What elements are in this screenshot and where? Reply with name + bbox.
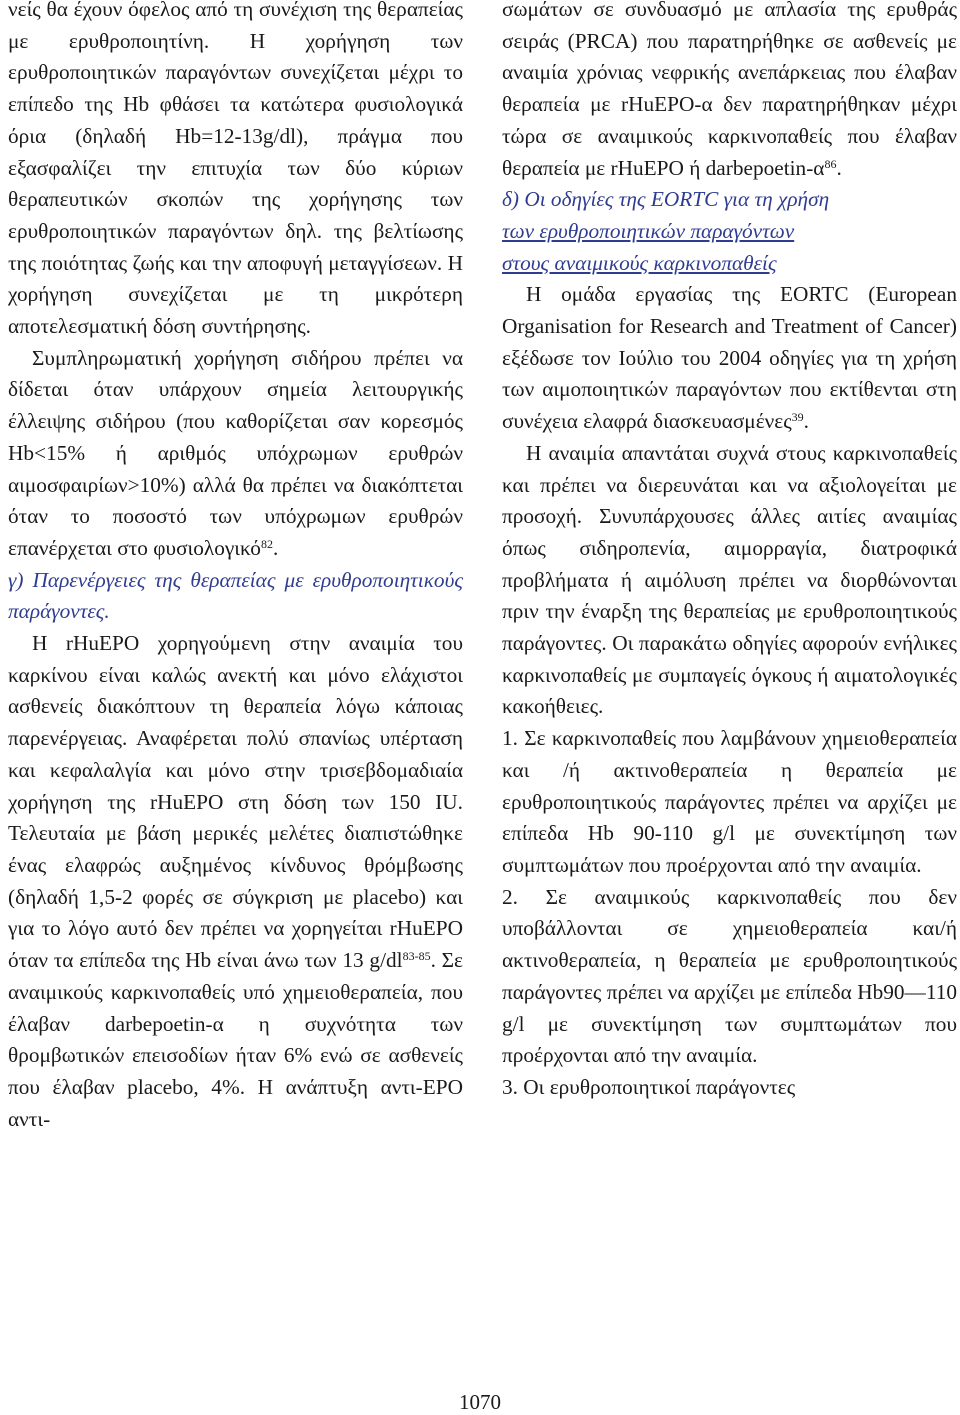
right-paragraph-1: [502, 0, 957, 184]
left-paragraph-side-effects-text: Η rHuEPO χορηγούμενη στην αναιμία του καρκίνου είναι καλώς ανεκτή και μόνο ελάχιστοι ασθενείς διακόπτουν τη θεραπεία λόγω κάποιας παρενέργειας. Αναφέρεται πολύ σπανίως υπέρταση και κεφαλαλγία και μόνο στην τρισεβδομαδιαία χορήγηση της rHuEPO στη δόση των 150 IU. Τελευταία με βάση μερικές μελέτες διαπιστώθηκε ένας ελαφρώς αυξημένος κίνδυνος θρόμβωσης (δηλαδή 1,5-2 φορές σε σύγκριση με placebo) και για το λόγο αυτό δεν πρέπει να χορηγείται rHuEPO όταν τα επίπεδα της Hb είναι άνω των 13 g/dl: [8, 631, 463, 973]
section-heading-side-effects: γ) Παρενέργειες της θεραπείας με ερυθροποιητικούς παράγοντες.: [8, 567, 463, 624]
reference-83-85: 83-85: [402, 949, 431, 964]
left-column: [8, 0, 463, 1135]
left-paragraph-iron-end: .: [272, 535, 279, 560]
right-paragraph-anemia: Η αναιμία απαντάται συχνά στους καρκινοπαθείς και πρέπει να διερευνάται και να αξιολογείται με προσοχή. Συνυπάρχουσες άλλες αιτίες αναιμίας όπως σιδηροπενία, αιμορραγία, διατροφικά προβλήματα ή αιμόλυση πρέπει να διορθώνονται πριν την έναρξη της θεραπείας με ερυθροποιητικούς παράγοντες. Οι παρακάτω οδηγίες αφορούν ενήλικες καρκινοπαθείς με συμπαγείς όγκους ή αιματολογικές κακοήθειες.: [502, 440, 957, 719]
right-paragraph-1-end: .: [836, 155, 842, 180]
section-heading-eortc-line-1: δ) Οι οδηγίες της EORTC για τη χρήση: [502, 187, 830, 212]
section-heading-eortc: [502, 184, 957, 279]
guideline-item-1: 1. Σε καρκινοπαθείς που λαμβάνουν χημειοθεραπεία και /ή ακτινοθεραπεία η θεραπεία με ερυθροποιητικούς παράγοντες πρέπει να αρχίζει με επίπεδα Hb 90-110 g/l με συνεκτίμηση των συμπτωμάτων που προέρχονται από την αναιμία.: [502, 726, 957, 877]
reference-39: 39: [791, 410, 804, 425]
guideline-item-2: 2. Σε αναιμικούς καρκινοπαθείς που δεν υποβάλλονται σε χημειοθεραπεία και/ή ακτινοθεραπεία, η θεραπεία με ερυθροποιητικούς παράγοντες πρέπει να αρχίζει με επίπεδα Hb90—110 g/l με συνεκτίμηση των συμπτωμάτων που προέρχονται από την αναιμία.: [502, 884, 957, 1068]
right-paragraph-eortc-end: .: [803, 409, 809, 434]
section-heading-eortc-line-3: στους αναιμικούς καρκινοπαθείς: [502, 250, 777, 275]
right-paragraph-eortc-text: Η ομάδα εργασίας της EORTC (European Organisation for Research and Treatment of Cancer) εξέδωσε τον Ιούλιο του 2004 οδηγίες για τη χρήση των αιμοποιητικών παραγόντων που εκτίθενται στη συνέχεια ελαφρά διασκευασμένες: [502, 282, 957, 434]
section-heading-eortc-line-2: των ερυθροποιητικών παραγόντων: [502, 218, 795, 243]
page-number: 1070: [459, 1390, 501, 1414]
guideline-item-3: 3. Οι ερυθροποιητικοί παράγοντες: [502, 1074, 796, 1099]
left-paragraph-side-effects: [8, 628, 463, 1135]
left-paragraph-1: νείς θα έχουν όφελος από τη συνέχιση της θεραπείας με ερυθροποιητίνη. Η χορήγηση των ερυθροποιητικών παραγόντων συνεχίζεται μέχρι το επίπεδο της Hb φθάσει τα κατώτερα φυσιολογικά όρια (δηλαδή Hb=12-13g/dl), πράγμα που εξασφαλίζει την επιτυχία των δύο κύριων θεραπευτικών σκοπών της χορήγησης των ερυθροποιητικών παραγόντων δηλ. της βελτίωσης της ποιότητας ζωής και την αποφυγή μεταγγίσεων. Η χορήγηση συνεχίζεται με τη μικρότερη αποτελεσματική δόση συντήρησης.: [8, 0, 463, 339]
reference-82: 82: [260, 536, 273, 551]
left-paragraph-side-effects-end: . Σε αναιμικούς καρκινοπαθείς υπό χημειοθεραπεία, που έλαβαν darbepoetin-α η συχνότητα των θρομβωτικών επεισοδίων ήταν 6% ενώ σε ασθενείς που έλαβαν placebo, 4%. Η ανάπτυξη αντι-EPO αντι-: [8, 948, 463, 1131]
right-column: [502, 0, 957, 1104]
right-paragraph-eortc: [502, 279, 957, 438]
reference-86: 86: [824, 156, 837, 171]
left-paragraph-iron-text: Συμπληρωματική χορήγηση σιδήρου πρέπει να δίδεται όταν υπάρχουν σημεία λειτουργικής έλλειψης σιδήρου (που καθορίζεται σαν κορεσμός Hb<15% ή αριθμός υπόχρωμων ερυθρών αιμοσφαιρίων>10%) αλλά θα πρέπει να διακόπτεται όταν το ποσοστό των υπόχρωμων ερυθρών επανέρχεται στο φυσιολογικό: [8, 345, 463, 560]
right-paragraph-1-text: σωμάτων σε συνδυασμό με απλασία της ερυθράς σειράς (PRCA) που παρατηρήθηκε σε ασθενείς με αναιμία χρόνιας νεφρικής ανεπάρκειας που έλαβαν θεραπεία με rHuEPO-α δεν παρατηρήθηκαν μέχρι τώρα σε αναιμικούς καρκινοπαθείς που έλαβαν θεραπεία με rHuEPO ή darbepoetin-α: [502, 0, 957, 180]
left-paragraph-iron: [8, 343, 463, 565]
